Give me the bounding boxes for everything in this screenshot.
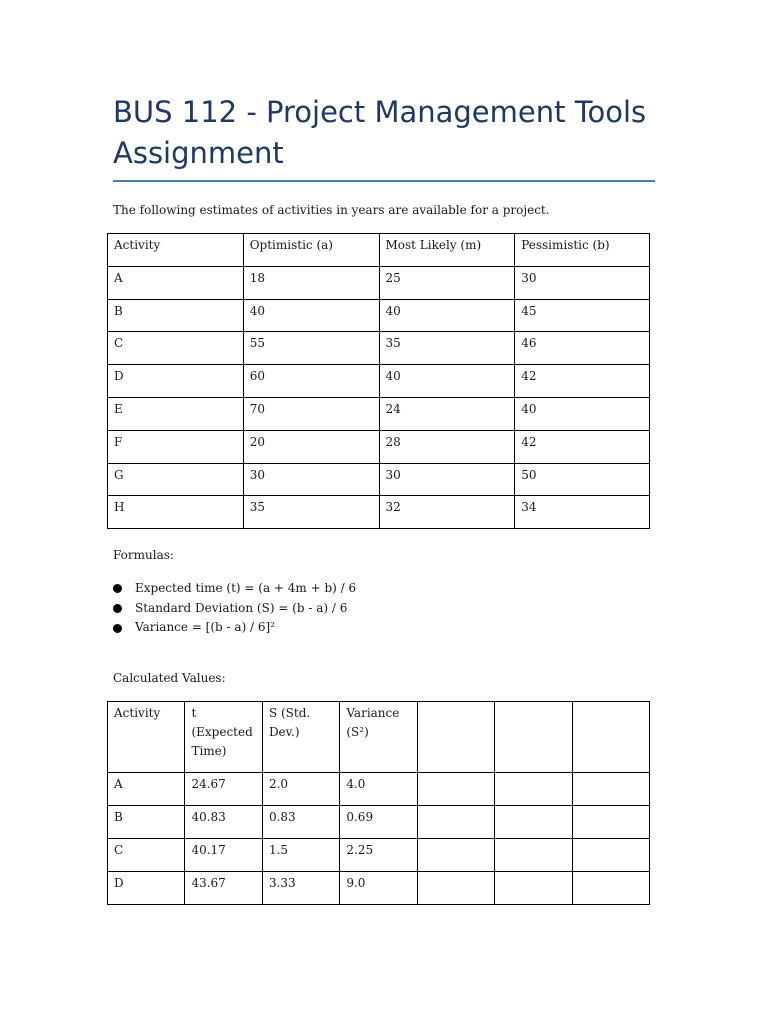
table-cell: 40.83 — [185, 806, 262, 839]
formula-text: Expected time (t) = (a + 4m + b) / 6 — [135, 581, 357, 595]
table-cell: 50 — [515, 463, 650, 496]
table-cell: D — [108, 872, 185, 905]
table-cell: C — [108, 332, 244, 365]
table-cell: 30 — [515, 266, 650, 299]
table-cell: 2.25 — [340, 839, 417, 872]
header-cell: Activity — [108, 234, 244, 267]
table-cell: B — [108, 806, 185, 839]
table-cell: D — [108, 365, 244, 398]
table-cell: 40.17 — [185, 839, 262, 872]
intro-paragraph: The following estimates of activities in years are available for a project. — [113, 203, 550, 217]
header-cell: Variance (S²) — [340, 702, 417, 773]
estimates-table — [107, 233, 650, 529]
bullet-icon — [113, 624, 122, 633]
table-cell: 25 — [379, 266, 515, 299]
table-cell: 55 — [243, 332, 379, 365]
calculated-table — [107, 701, 650, 905]
table-cell: 18 — [243, 266, 379, 299]
table-row — [108, 773, 650, 806]
table-cell: 30 — [379, 463, 515, 496]
table-header-row — [108, 702, 650, 773]
header-cell — [572, 702, 649, 773]
table-cell: 40 — [515, 397, 650, 430]
table-cell: B — [108, 299, 244, 332]
table-cell — [417, 773, 494, 806]
header-cell: Most Likely (m) — [379, 234, 515, 267]
table-cell — [572, 773, 649, 806]
table-cell: 32 — [379, 496, 515, 529]
header-cell: t (Expected Time) — [185, 702, 262, 773]
table-cell — [495, 773, 572, 806]
table-cell: 60 — [243, 365, 379, 398]
table-row — [108, 806, 650, 839]
table-cell: 0.83 — [262, 806, 339, 839]
table-header-row — [108, 234, 650, 267]
table-cell: 0.69 — [340, 806, 417, 839]
table-cell: C — [108, 839, 185, 872]
table-cell: 9.0 — [340, 872, 417, 905]
table-cell: 42 — [515, 365, 650, 398]
header-cell: Pessimistic (b) — [515, 234, 650, 267]
table-cell: A — [108, 773, 185, 806]
table-cell: 24.67 — [185, 773, 262, 806]
table-cell: 1.5 — [262, 839, 339, 872]
formula-text: Variance = [(b - a) / 6]² — [135, 620, 276, 635]
table-cell — [495, 806, 572, 839]
table-cell: 40 — [379, 299, 515, 332]
table-cell: 42 — [515, 430, 650, 463]
table-cell — [572, 872, 649, 905]
table-cell — [417, 872, 494, 905]
table-cell: 28 — [379, 430, 515, 463]
table-cell — [417, 806, 494, 839]
bullet-icon — [113, 604, 122, 613]
table-cell: 2.0 — [262, 773, 339, 806]
table-cell: F — [108, 430, 244, 463]
table-cell: 70 — [243, 397, 379, 430]
header-cell: Activity — [108, 702, 185, 773]
table-cell: 34 — [515, 496, 650, 529]
table-cell — [572, 806, 649, 839]
table-row — [108, 463, 650, 496]
table-cell: 40 — [243, 299, 379, 332]
header-cell: S (Std. Dev.) — [262, 702, 339, 773]
table-cell: E — [108, 397, 244, 430]
bullet-icon — [113, 584, 122, 593]
calculated-heading: Calculated Values: — [113, 671, 226, 685]
table-row — [108, 397, 650, 430]
table-row — [108, 365, 650, 398]
table-cell: 45 — [515, 299, 650, 332]
table-row — [108, 496, 650, 529]
table-cell: 43.67 — [185, 872, 262, 905]
formula-list — [113, 579, 356, 638]
table-cell: 35 — [379, 332, 515, 365]
formula-text: Standard Deviation (S) = (b - a) / 6 — [135, 600, 348, 615]
document-title: BUS 112 - Project Management Tools Assignment — [113, 95, 647, 170]
table-cell: 30 — [243, 463, 379, 496]
list-item — [113, 599, 356, 619]
header-cell — [417, 702, 494, 773]
table-cell: 4.0 — [340, 773, 417, 806]
table-row — [108, 430, 650, 463]
table-cell: 24 — [379, 397, 515, 430]
header-cell: Optimistic (a) — [243, 234, 379, 267]
list-item — [113, 579, 356, 599]
table-cell: G — [108, 463, 244, 496]
table-cell: H — [108, 496, 244, 529]
table-cell: 20 — [243, 430, 379, 463]
header-cell — [495, 702, 572, 773]
table-cell: 35 — [243, 496, 379, 529]
table-row — [108, 299, 650, 332]
formulas-heading: Formulas: — [113, 548, 174, 562]
table-row — [108, 332, 650, 365]
table-cell — [572, 839, 649, 872]
table-cell: 46 — [515, 332, 650, 365]
title-divider — [113, 180, 655, 182]
table-cell: 40 — [379, 365, 515, 398]
table-cell: A — [108, 266, 244, 299]
table-cell — [495, 872, 572, 905]
table-row — [108, 266, 650, 299]
table-cell — [417, 839, 494, 872]
list-item — [113, 618, 356, 638]
table-cell — [495, 839, 572, 872]
table-cell: 3.33 — [262, 872, 339, 905]
table-row — [108, 839, 650, 872]
table-row — [108, 872, 650, 905]
